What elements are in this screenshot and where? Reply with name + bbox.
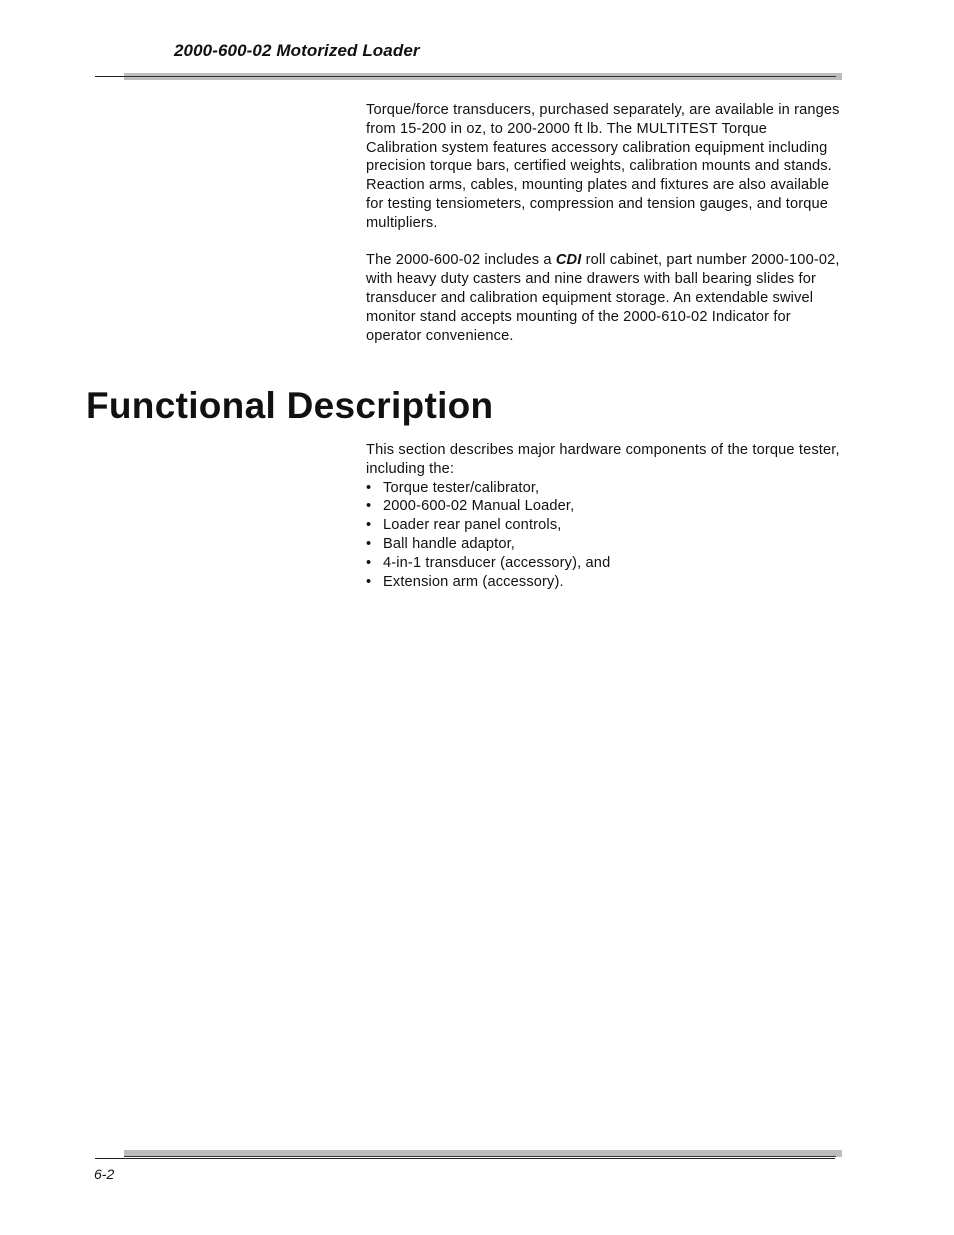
intro-paragraph-2-after: roll cabinet, part number 2000-100-02, with heavy duty casters and nine drawers with ball bearing slides for transducer and calibration equipment storage. An extendable swivel monitor stand accepts mounting of the 2000-610-02 Indicator for operator convenience.: [366, 252, 840, 344]
intro-paragraph-2: [366, 251, 842, 345]
intro-paragraph-2-before: The 2000-600-02 includes a: [366, 252, 556, 269]
section-text-block: [366, 441, 842, 591]
intro-text-block: [366, 101, 842, 345]
list-item: • Ball handle adaptor,: [366, 535, 842, 554]
component-list: [366, 479, 842, 592]
section-heading: Functional Description: [86, 385, 494, 426]
running-header-title: 2000-600-02 Motorized Loader: [174, 41, 420, 60]
section-lead-paragraph: This section describes major hardware components of the torque tester, including the:: [366, 442, 840, 477]
list-item: • 4-in-1 transducer (accessory), and: [366, 554, 842, 573]
list-item: • Torque tester/calibrator,: [366, 479, 842, 498]
footer-rule-bar-line: [124, 1156, 836, 1157]
list-item: • Loader rear panel controls,: [366, 516, 842, 535]
list-item: • 2000-600-02 Manual Loader,: [366, 497, 842, 516]
list-item: • Extension arm (accessory).: [366, 573, 842, 592]
intro-paragraph-1: Torque/force transducers, purchased separately, are available in ranges from 15-200 in oz, to 200-2000 ft lb. The MULTITEST Torque Calibration system features accessory calibration equipment including precision torque bars, certified weights, calibration mounts and stands. Reaction arms, cables, mounting plates and fixtures are also available for testing tensiometers, compression and tension gauges, and torque multipliers.: [366, 102, 840, 231]
page-number: 6-2: [94, 1166, 115, 1182]
footer-rule-thin: [95, 1158, 835, 1159]
cdi-brand-name: CDI: [555, 252, 582, 269]
header-rule-bar-line: [124, 76, 836, 77]
